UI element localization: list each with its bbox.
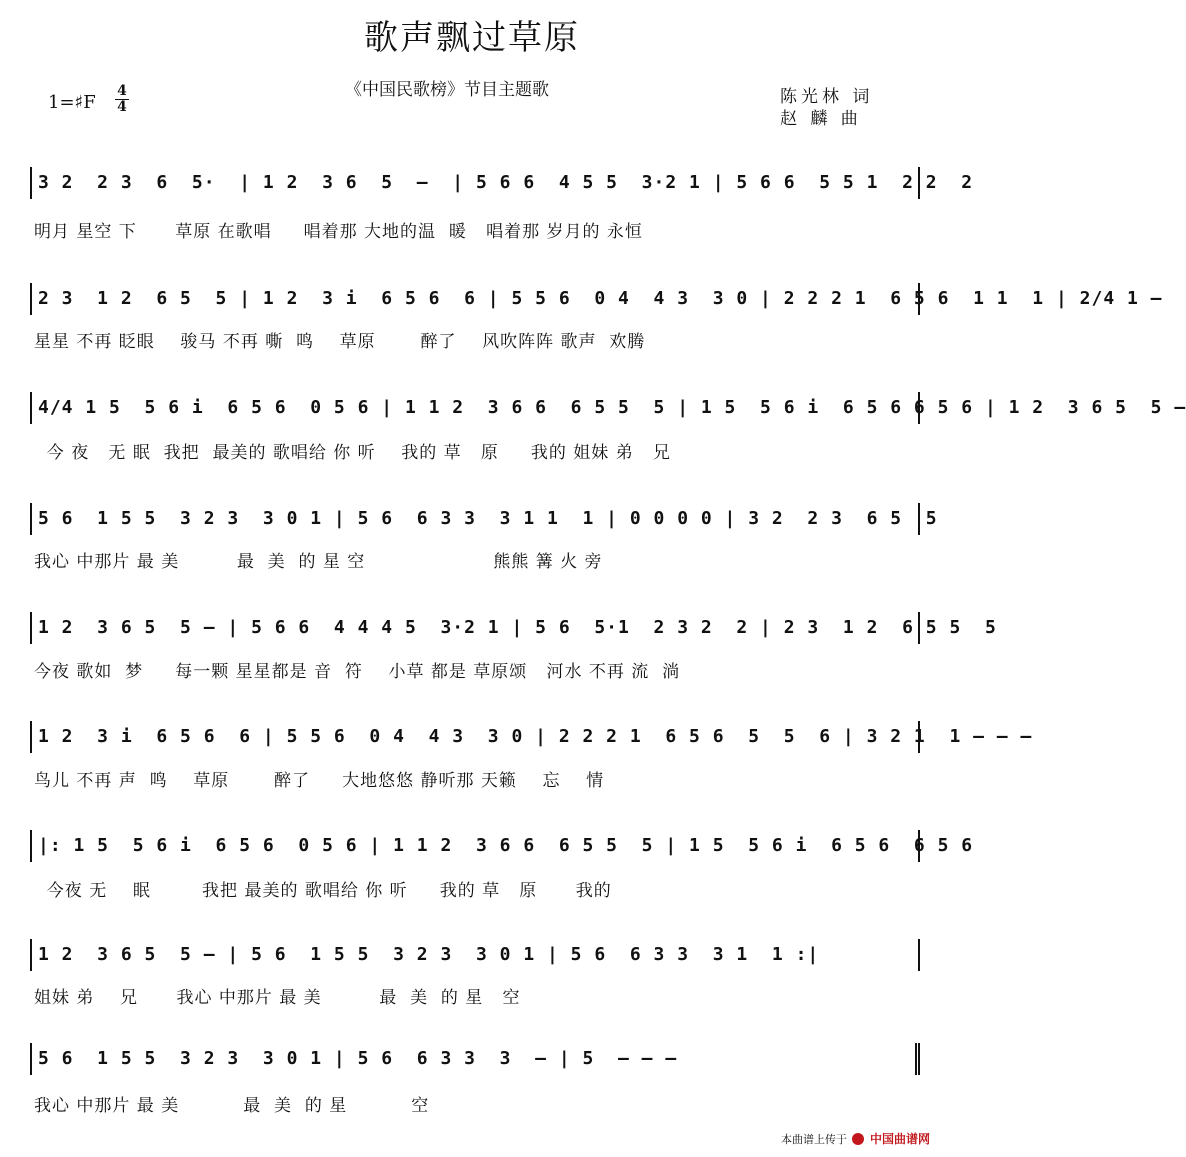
footer-site-link[interactable]: 中国曲谱网 xyxy=(869,1132,930,1146)
notation-line-6: 1 2 3 i 6 5 6 6 | 5 5 6 0 4 4 3 3 0 | 2 2 2 1 6 5 6 5 5 6 | 3 2 1 1 – – – xyxy=(30,721,920,753)
lyricist-credit: 陈光林 词 xyxy=(780,87,874,107)
source-footer xyxy=(781,1130,930,1147)
lyrics-line-2: 星星 不再 眨眼 骏马 不再 嘶 鸣 草原 醉了 风吹阵阵 歌声 欢腾 xyxy=(34,332,646,352)
notation-line-3: 4/4 1 5 5 6 i 6 5 6 0 5 6 | 1 1 2 3 6 6 6 5 5 5 | 1 5 5 6 i 6 5 6 6 5 6 | 1 2 3 6 5 5 – xyxy=(30,392,920,424)
notation-line-7: |: 1 5 5 6 i 6 5 6 0 5 6 | 1 1 2 3 6 6 6 5 5 5 | 1 5 5 6 i 6 5 6 6 5 6 xyxy=(30,830,920,862)
notation-line-1: 3 2 2 3 6 5· | 1 2 3 6 5 – | 5 6 6 4 5 5 3·2 1 | 5 6 6 5 5 1 2 2 2 xyxy=(30,167,920,199)
key-signature: 1=♯F xyxy=(48,92,96,113)
site-logo-icon xyxy=(852,1133,864,1145)
notation-line-8: 1 2 3 6 5 5 – | 5 6 1 5 5 3 2 3 3 0 1 | 5 6 6 3 3 3 1 1 :| xyxy=(30,939,920,971)
footer-prefix: 本曲谱上传于 xyxy=(780,1133,847,1146)
lyrics-line-9: 我心 中那片 最 美 最 美 的 星 空 xyxy=(34,1096,430,1116)
notation-line-9: 5 6 1 5 5 3 2 3 3 0 1 | 5 6 6 3 3 3 – | 5 – – – xyxy=(30,1043,920,1075)
lyrics-line-6: 鸟儿 不再 声 鸣 草原 醉了 大地悠悠 静听那 天籁 忘 情 xyxy=(34,771,605,791)
page-title: 歌声飘过草原 xyxy=(364,18,580,58)
lyrics-line-1: 明月 星空 下 草原 在歌唱 唱着那 大地的温 暖 唱着那 岁月的 永恒 xyxy=(34,222,643,242)
notation-line-2: 2 3 1 2 6 5 5 | 1 2 3 i 6 5 6 6 | 5 5 6 0 4 4 3 3 0 | 2 2 2 1 6 5 6 1 1 1 | 2/4 1 – xyxy=(30,283,920,315)
subtitle: 《中国民歌榜》节目主题歌 xyxy=(345,80,549,100)
lyrics-line-3: 今 夜 无 眠 我把 最美的 歌唱给 你 听 我的 草 原 我的 姐妹 弟 兄 xyxy=(34,443,671,463)
notation-line-5: 1 2 3 6 5 5 – | 5 6 6 4 4 4 5 3·2 1 | 5 6 5·1 2 3 2 2 | 2 3 1 2 6 5 5 5 xyxy=(30,612,920,644)
time-signature-top: 4 xyxy=(117,83,127,99)
notation-line-4: 5 6 1 5 5 3 2 3 3 0 1 | 5 6 6 3 3 3 1 1 1 | 0 0 0 0 | 3 2 2 3 6 5 5 xyxy=(30,503,920,535)
composer-credit: 赵 麟 曲 xyxy=(780,109,862,129)
time-signature-bottom: 4 xyxy=(115,99,129,115)
lyrics-line-5: 今夜 歌如 梦 每一颗 星星都是 音 符 小草 都是 草原颂 河水 不再 流 淌 xyxy=(34,662,681,682)
lyrics-line-8: 姐妹 弟 兄 我心 中那片 最 美 最 美 的 星 空 xyxy=(34,988,521,1008)
lyrics-line-7: 今夜 无 眠 我把 最美的 歌唱给 你 听 我的 草 原 我的 xyxy=(34,881,612,901)
lyrics-line-4: 我心 中那片 最 美 最 美 的 星 空 熊熊 篝 火 旁 xyxy=(34,552,603,572)
time-signature xyxy=(115,84,129,115)
